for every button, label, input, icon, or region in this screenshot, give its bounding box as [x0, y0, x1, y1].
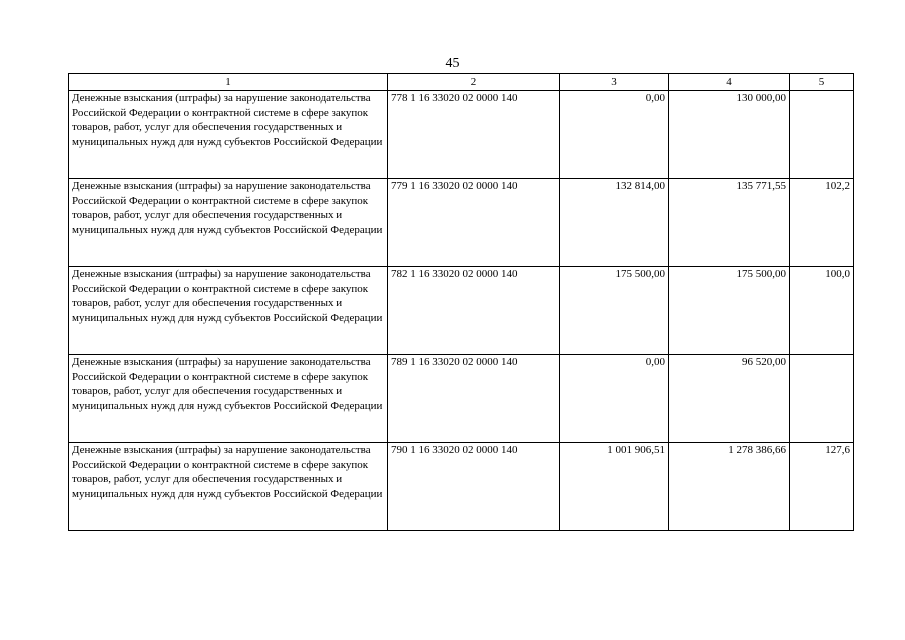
revenue-table	[68, 73, 854, 531]
header-row	[69, 74, 854, 91]
row-col3-cell: 1 001 906,51	[560, 443, 669, 531]
row-col4-cell: 175 500,00	[669, 267, 790, 355]
header-cell-5: 5	[790, 74, 854, 91]
row-code-cell: 779 1 16 33020 02 0000 140	[388, 179, 560, 267]
header-cell-3: 3	[560, 74, 669, 91]
table-row	[69, 267, 854, 355]
table-header	[69, 74, 854, 91]
row-col5-cell: 102,2	[790, 179, 854, 267]
table-row	[69, 179, 854, 267]
row-name-cell: Денежные взыскания (штрафы) за нарушение законодательства Российской Федерации о контрактной системе в сфере закупок товаров, работ, услуг для обеспечения государственных и муниципальных нужд для нужд субъектов Российской Федерации	[69, 267, 388, 355]
table-row	[69, 355, 854, 443]
row-code-cell: 790 1 16 33020 02 0000 140	[388, 443, 560, 531]
row-code-cell: 789 1 16 33020 02 0000 140	[388, 355, 560, 443]
row-name-cell: Денежные взыскания (штрафы) за нарушение законодательства Российской Федерации о контрактной системе в сфере закупок товаров, работ, услуг для обеспечения государственных и муниципальных нужд для нужд субъектов Российской Федерации	[69, 443, 388, 531]
header-cell-2: 2	[388, 74, 560, 91]
row-col5-cell: 127,6	[790, 443, 854, 531]
table-row	[69, 91, 854, 179]
row-col3-cell: 0,00	[560, 91, 669, 179]
row-name-cell: Денежные взыскания (штрафы) за нарушение законодательства Российской Федерации о контрактной системе в сфере закупок товаров, работ, услуг для обеспечения государственных и муниципальных нужд для нужд субъектов Российской Федерации	[69, 355, 388, 443]
row-col5-cell	[790, 355, 854, 443]
row-col4-cell: 130 000,00	[669, 91, 790, 179]
row-col5-cell	[790, 91, 854, 179]
row-col5-cell: 100,0	[790, 267, 854, 355]
row-col3-cell: 132 814,00	[560, 179, 669, 267]
header-cell-4: 4	[669, 74, 790, 91]
table-body	[69, 91, 854, 531]
table-row	[69, 443, 854, 531]
row-col4-cell: 96 520,00	[669, 355, 790, 443]
row-col4-cell: 1 278 386,66	[669, 443, 790, 531]
row-name-cell: Денежные взыскания (штрафы) за нарушение законодательства Российской Федерации о контрактной системе в сфере закупок товаров, работ, услуг для обеспечения государственных и муниципальных нужд для нужд субъектов Российской Федерации	[69, 91, 388, 179]
row-code-cell: 782 1 16 33020 02 0000 140	[388, 267, 560, 355]
row-name-cell: Денежные взыскания (штрафы) за нарушение законодательства Российской Федерации о контрактной системе в сфере закупок товаров, работ, услуг для обеспечения государственных и муниципальных нужд для нужд субъектов Российской Федерации	[69, 179, 388, 267]
row-code-cell: 778 1 16 33020 02 0000 140	[388, 91, 560, 179]
page-number: 45	[445, 56, 460, 71]
row-col3-cell: 175 500,00	[560, 267, 669, 355]
header-cell-1: 1	[69, 74, 388, 91]
row-col4-cell: 135 771,55	[669, 179, 790, 267]
row-col3-cell: 0,00	[560, 355, 669, 443]
